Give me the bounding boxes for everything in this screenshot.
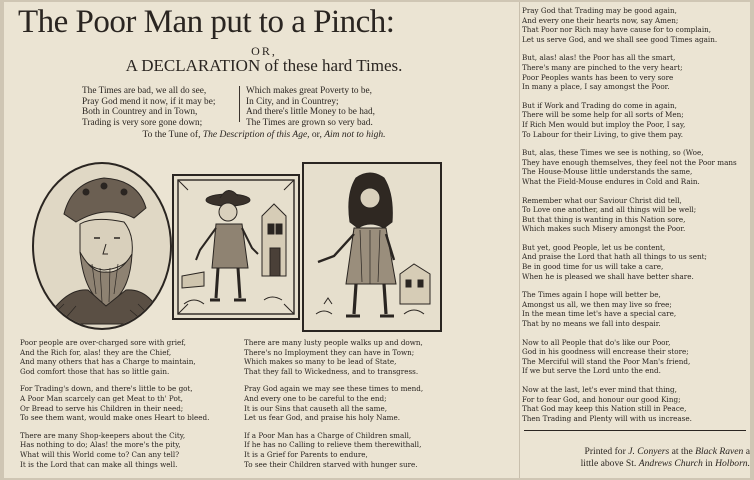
printer-church: Andrews Church: [638, 458, 703, 469]
line: That God may keep this Nation still in Peace,: [522, 404, 687, 414]
line: It is a Grief for Parents to endure,: [244, 449, 368, 459]
line: There's many are pinched to the very heart;: [522, 62, 683, 72]
stanza: [522, 196, 750, 234]
line: What will this World come to? Can any tell?: [20, 449, 180, 459]
stanza: [522, 6, 750, 44]
line: And every one their hearts now, say Amen;: [522, 15, 679, 25]
intro-line: Pray God mend it now, if it may be;: [82, 96, 216, 107]
gentleman-drawing: [174, 176, 298, 318]
imprint-prefix: Printed for: [584, 446, 626, 457]
intro-verse-left: [82, 86, 215, 128]
portrait-drawing: [34, 164, 170, 328]
line: God in his goodness will encrease their store;: [522, 347, 689, 357]
line: And every one to be careful to the end;: [244, 393, 387, 403]
gentleman-woodcut: [172, 174, 300, 320]
line: Which makes so many to be lead of State,: [244, 357, 397, 367]
line: But, alas! alas! the Poor has all the smart,: [522, 53, 676, 63]
stanza: [20, 384, 234, 422]
stanza: [522, 148, 750, 186]
line: What the Field-Mouse endures in Cold and Rain.: [522, 176, 700, 186]
stanza: [522, 290, 750, 328]
line: If we but serve the Lord unto the end.: [522, 366, 661, 376]
intro-line: Trading is very sore gone down;: [82, 117, 203, 128]
ballad-title: The Poor Man put to a Pinch:: [18, 4, 395, 40]
line: In the mean time let's have a special care,: [522, 309, 677, 319]
line: They have enough themselves, they feel not the Poor mans: [522, 157, 737, 167]
line: Let us serve God, and we shall see good Times again.: [522, 34, 718, 44]
intro-line: Both in Countrey and in Town,: [82, 107, 198, 118]
line: To see them want, would make ones Heart to bleed.: [20, 413, 210, 423]
line: But that thing is wanting in this Nation sore,: [522, 214, 686, 224]
line: Pray God again we may see these times to mend,: [244, 384, 424, 394]
stanza: [20, 338, 234, 376]
line: That by no means we fall into despair.: [522, 319, 661, 329]
line: And praise the Lord that hath all things to us sent;: [522, 252, 707, 262]
imprint-at: at the: [671, 446, 693, 457]
line: If a Poor Man has a Charge of Children small,: [244, 430, 412, 440]
line: When he is pleased we shall have better share.: [522, 271, 694, 281]
line: The Merciful will stand the Poor Man's friend,: [522, 356, 691, 366]
tune-line: [4, 130, 524, 140]
line: Let us fear God, and praise his holy Name.: [244, 413, 401, 423]
intro-line: The Times are grown so very bad.: [246, 117, 373, 128]
stanza: [522, 101, 750, 139]
intro-verse-right: [246, 86, 375, 128]
stanza: [244, 384, 516, 422]
line: That Poor nor Rich may have cause for to complain,: [522, 25, 712, 35]
line: Which makes such Misery amongst the Poor.: [522, 224, 686, 234]
line: Remember what our Saviour Christ did tell,: [522, 195, 682, 205]
imprint-a: a: [745, 446, 750, 457]
line: Be in good time for us will take a care,: [522, 262, 664, 272]
line: The House-Mouse little understands the same,: [522, 167, 693, 177]
line: The Times again I hope will better be,: [522, 290, 661, 300]
verse-bracket: [239, 86, 240, 122]
line: And the Rich for, alas! they are the Chief,: [20, 347, 172, 357]
line: There will be some help for all sorts of Men;: [522, 110, 684, 120]
imprint-little: little above St.: [580, 458, 637, 469]
line: And many others that has a Charge to maintain,: [20, 357, 196, 367]
cavalier-drawing: [304, 164, 440, 330]
intro-line: The Times are bad, we all do see,: [82, 86, 207, 96]
line: But if Work and Trading do come in again,: [522, 100, 677, 110]
intro-line: Which makes great Poverty to be,: [246, 86, 372, 96]
line: Now at the last, let's ever mind that thing,: [522, 385, 677, 394]
line: If Rich Men would but imploy the Poor, I say,: [522, 119, 686, 129]
cavalier-woodcut: [302, 162, 442, 332]
printer-place: Holborn.: [715, 458, 750, 469]
tune-prefix: To the Tune of,: [142, 130, 201, 140]
stanza: [522, 385, 750, 423]
line: Now to all People that do's like our Poor,: [522, 337, 671, 347]
verse-column-3: [522, 6, 750, 432]
stanza: [20, 431, 234, 469]
line: For to fear God, and honour our good King;: [522, 394, 681, 404]
line: God comfort those that has so little gain.: [20, 366, 170, 376]
line: Then Trading and Plenty will with us increase.: [522, 413, 692, 423]
printer-imprint: [528, 446, 750, 470]
stanza: [522, 243, 750, 281]
line: To Labour for their Living, to give them pay.: [522, 129, 684, 139]
line: That they fall to Wickedness, and to transgress.: [244, 366, 419, 376]
line: Pray God that Trading may be good again,: [522, 6, 677, 15]
imprint-in: in: [705, 458, 713, 469]
line: For Trading's down, and there's little to be got,: [20, 384, 193, 394]
verse-column-2: [244, 338, 516, 477]
line: To Love one another, and all things will be well;: [522, 205, 697, 215]
line: There are many lusty people walks up and down,: [244, 338, 423, 347]
stanza: [522, 338, 750, 376]
tune-name: The Description of this Age,: [202, 130, 310, 140]
line: To see their Children starved with hunger sure.: [244, 459, 418, 469]
tune-or: or,: [311, 130, 322, 140]
intro-line: In City, and in Countrey;: [246, 96, 339, 107]
line: Poor people are over-charged sore with grief,: [20, 338, 186, 347]
line: Has nothing to do; Alas! the more's the pity,: [20, 440, 181, 450]
stanza: [244, 431, 516, 469]
line: Poor Peoples wants has been to very sore: [522, 72, 674, 82]
king-portrait-woodcut: [32, 162, 172, 330]
line: If he has no Calling to relieve them therewithall,: [244, 440, 422, 450]
subtitle-declaration: A DECLARATION of these hard Times.: [125, 56, 403, 75]
broadside-sheet: [4, 2, 750, 478]
verse-column-1: [20, 338, 234, 477]
line: A Poor Man scarcely can get Meat to th' Pot,: [20, 393, 183, 403]
intro-line: And there's little Money to be had,: [246, 107, 375, 118]
stanza: [244, 338, 516, 376]
line: There's no Imployment they can have in Town;: [244, 347, 415, 357]
stanza: [522, 53, 750, 91]
line: In many a place, I say amongst the Poor.: [522, 82, 670, 92]
imprint-rule: [524, 430, 746, 431]
line: It is our Sins that causeth all the same,: [244, 403, 387, 413]
line: There are many Shop-keepers about the City,: [20, 430, 186, 440]
line: But, alas, these Times we see is nothing, so (Woe,: [522, 148, 704, 158]
title-or: OR,: [251, 44, 277, 58]
tune-alt: Aim not to high.: [324, 130, 386, 140]
line: It is the Lord that can make all things well.: [20, 459, 178, 469]
line: Or Bread to serve his Children in their need;: [20, 403, 184, 413]
printer-sign: Black Raven: [695, 446, 744, 457]
line: But yet, good People, let us be content,: [522, 242, 666, 252]
line: Amongst us all, we then may live so free;: [522, 299, 672, 309]
printer-name: J. Conyers: [628, 446, 670, 457]
